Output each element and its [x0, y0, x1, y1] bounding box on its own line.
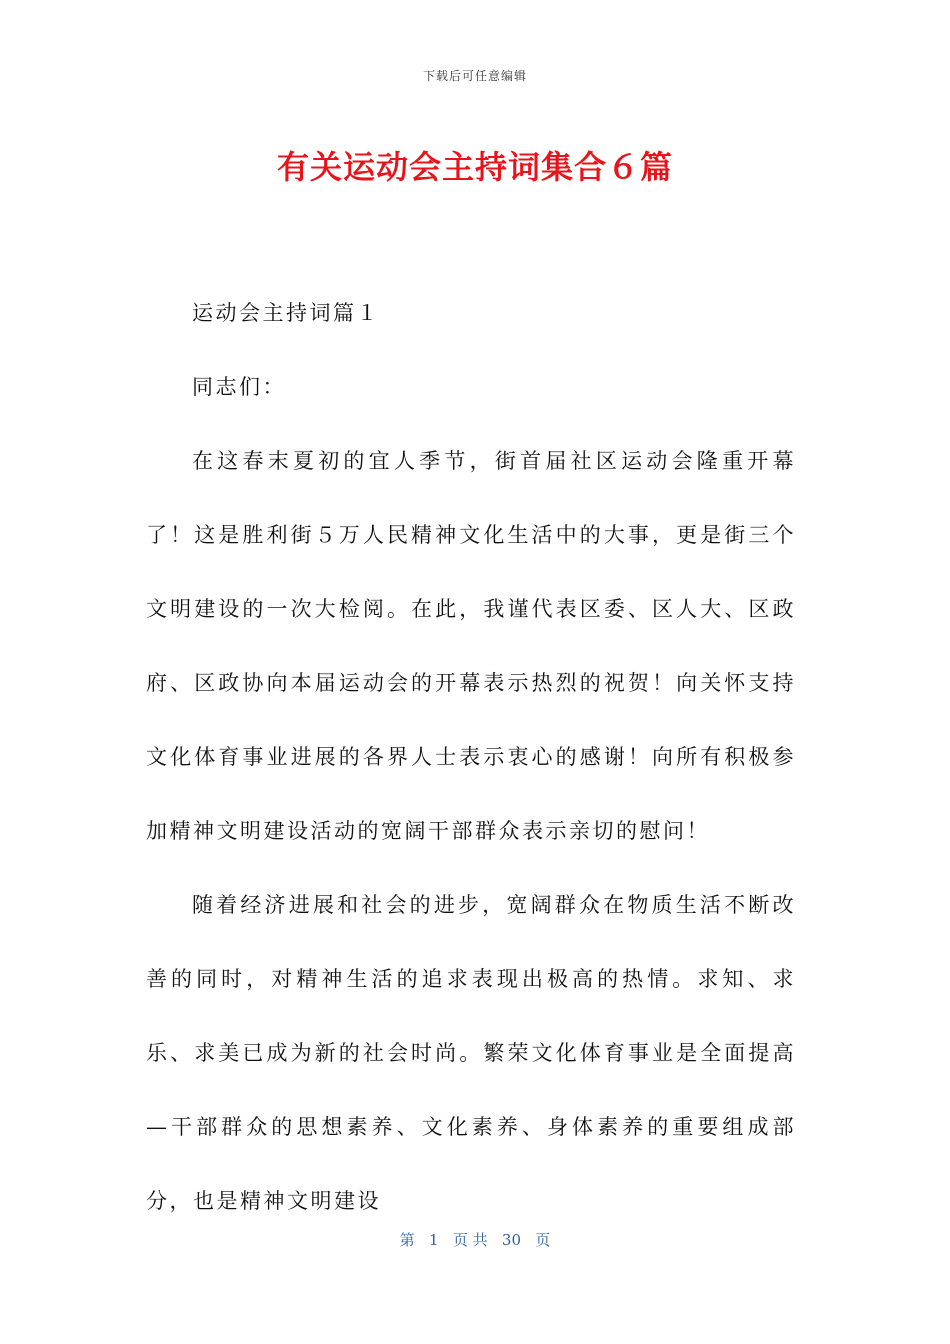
body-paragraph: 在这春末夏初的宜人季节，街首届社区运动会隆重开幕了！这是胜利街５万人民精神文化生活中的大事，更是街三个文明建设的一次大检阅。在此，我谨代表区委、区人大、区政府、区政协向本届运动会的开幕表示热烈的祝贺！向关怀支持文化体育事业进展的各界人士表示衷心的感谢！向所有积极参加精神文明建设活动的宽阔干部群众表示亲切的慰问！	[146, 449, 796, 843]
page-label-mid: 页 共	[452, 1231, 488, 1249]
section-heading: 运动会主持词篇１	[192, 301, 380, 325]
header-note: 下载后可任意编辑	[422, 69, 527, 83]
document-body	[146, 276, 796, 1238]
document-title: 有关运动会主持词集合６篇	[276, 148, 673, 186]
page-footer	[0, 1229, 950, 1250]
current-page-number: 1	[428, 1231, 439, 1249]
body-paragraph: 随着经济进展和社会的进步，宽阔群众在物质生活不断改善的同时，对精神生活的追求表现出极高的热情。求知、求乐、求美已成为新的社会时尚。繁荣文化体育事业是全面提高—干部群众的思想素养、文化素养、身体素养的重要组成部分，也是精神文明建设	[146, 893, 796, 1213]
salutation: 同志们：	[192, 375, 286, 399]
total-pages: 30	[501, 1231, 522, 1249]
page-label-prefix: 第	[399, 1231, 415, 1249]
page-label-suffix: 页	[535, 1231, 551, 1249]
